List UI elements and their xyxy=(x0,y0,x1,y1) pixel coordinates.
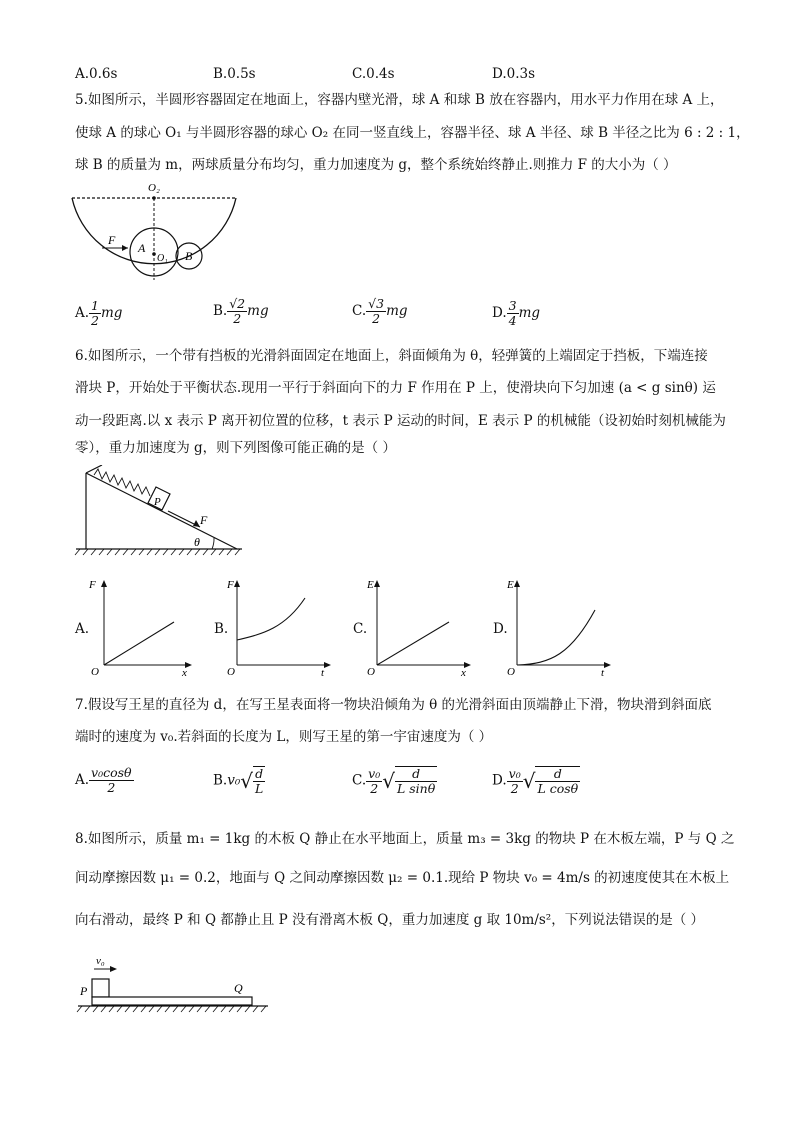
y-label: E xyxy=(367,579,374,591)
label-p: P xyxy=(154,496,161,508)
label-f: F xyxy=(200,513,208,527)
x-label: t xyxy=(601,667,605,678)
q8-line-2: 间动摩擦因数 μ₁ = 0.2，地面与 Q 之间动摩擦因数 μ₂ = 0.1.现给 P 物块 v₀ = 4m/s 的初速度使其在木板上 xyxy=(75,870,730,886)
graph-curve xyxy=(377,622,449,665)
label-b: B xyxy=(185,249,193,263)
q4-option-d: D.0.3s xyxy=(492,66,536,82)
label-f: F xyxy=(108,233,116,247)
q6-graph-d-label: D. xyxy=(493,621,508,637)
q6-graph-c xyxy=(365,576,477,678)
q7-option-b: B.v₀√ $\frac{d}{L}$ xyxy=(213,766,264,796)
origin-label: O xyxy=(227,666,235,678)
q6-incline-figure xyxy=(72,465,247,560)
q6-line-4: 零），重力加速度为 g，则下列图像可能正确的是（ ） xyxy=(75,440,396,456)
q5-option-d: D. $\frac{3}{4}$ mg xyxy=(492,298,541,328)
q6-graph-b xyxy=(225,576,337,678)
label-o1: O₁ xyxy=(157,253,168,264)
q7-option-d: D. $\frac{\text{v₀}}{2}$ √ $\frac{d}{\text{L cosθ}}$ xyxy=(492,765,579,796)
q5-line-2: 使球 A 的球心 O₁ 与半圆形容器的球心 O₂ 在同一竖直线上，容器半径、球 A 半径、球 B 半径之比为 6 : 2 : 1， xyxy=(75,125,750,141)
q4-option-b: B.0.5s xyxy=(213,66,256,82)
q5-line-1: 5.如图所示，半圆形容器固定在地面上，容器内壁光滑，球 A 和球 B 放在容器内，用水平力作用在球 A 上， xyxy=(75,92,724,108)
y-label: F xyxy=(227,579,234,591)
origin-label: O xyxy=(367,666,375,678)
theta-arc xyxy=(212,538,214,549)
q5-option-c: C. $\frac{√3}{2}$ mg xyxy=(352,296,408,326)
graph-curve xyxy=(517,610,595,665)
q7-line-1: 7.假设写王星的直径为 d，在写王星表面将一物块沿倾角为 θ 的光滑斜面由顶端静止下滑，物块滑到斜面底 xyxy=(75,697,712,713)
y-label: F xyxy=(89,579,96,591)
q7-option-a: A. $\frac{\text{v₀cosθ}}{2}$ xyxy=(75,765,132,795)
block-p xyxy=(92,979,109,997)
q6-graph-c-label: C. xyxy=(353,621,368,637)
q6-line-3: 动一段距离.以 x 表示 P 离开初位置的位移，t 表示 P 运动的时间，E 表示 P 的机械能（设初始时刻机械能为 xyxy=(75,413,726,429)
q8-figure xyxy=(72,950,282,1020)
q6-graph-a xyxy=(86,576,198,678)
y-label: E xyxy=(507,579,514,591)
board-q xyxy=(92,997,252,1005)
origin-label: O xyxy=(507,666,515,678)
q5-option-a: A. $\frac{1}{2}$ mg xyxy=(75,298,123,328)
q6-graph-a-label: A. xyxy=(75,621,90,637)
q7-line-2: 端时的速度为 v₀.若斜面的长度为 L，则写王星的第一宇宙速度为（ ） xyxy=(75,729,493,745)
incline-surface xyxy=(86,473,237,549)
q4-option-c: C.0.4s xyxy=(352,66,395,82)
x-label: x xyxy=(182,667,187,678)
q5-figure xyxy=(68,176,243,281)
q7-option-c: C. $\frac{\text{v₀}}{2}$ √ $\frac{d}{\text{L sinθ}}$ xyxy=(352,765,436,796)
o1-point xyxy=(152,252,156,256)
label-a: A xyxy=(138,241,146,255)
o2-point xyxy=(152,196,156,200)
q6-graph-d xyxy=(505,576,617,678)
q6-line-2: 滑块 P，开始处于平衡状态.现用一平行于斜面向下的力 F 作用在 P 上，使滑块向下匀加速 (a < g sinθ) 运 xyxy=(75,380,716,396)
q4-option-a: A.0.6s xyxy=(75,66,118,82)
q6-graph-b-label: B. xyxy=(214,621,229,637)
label-o2: O₂ xyxy=(148,182,160,194)
label-q: Q xyxy=(234,981,243,995)
q6-line-1: 6.如图所示，一个带有挡板的光滑斜面固定在地面上，斜面倾角为 θ，轻弹簧的上端固定于挡板，下端连接 xyxy=(75,348,708,364)
x-label: x xyxy=(461,667,466,678)
x-label: t xyxy=(321,667,325,678)
graph-curve xyxy=(104,622,174,665)
q8-line-1: 8.如图所示，质量 m₁ = 1kg 的木板 Q 静止在水平地面上，质量 m₃ = 3kg 的物块 P 在木板左端，P 与 Q 之 xyxy=(75,831,735,847)
origin-label: O xyxy=(91,666,99,678)
label-v0: v₀ xyxy=(96,955,105,967)
label-p: P xyxy=(80,984,88,998)
q8-line-3: 向右滑动，最终 P 和 Q 都静止且 P 没有滑离木板 Q，重力加速度 g 取 10m/s²，下列说法错误的是（ ） xyxy=(75,912,705,928)
q5-option-b: B. $\frac{√2}{2}$ mg xyxy=(213,296,269,326)
spring xyxy=(94,469,150,496)
graph-curve xyxy=(237,598,305,640)
label-theta: θ xyxy=(194,535,200,549)
q5-line-3: 球 B 的质量为 m，两球质量分布均匀，重力加速度为 g，整个系统始终静止.则推力 F 的大小为（ ） xyxy=(75,157,677,173)
